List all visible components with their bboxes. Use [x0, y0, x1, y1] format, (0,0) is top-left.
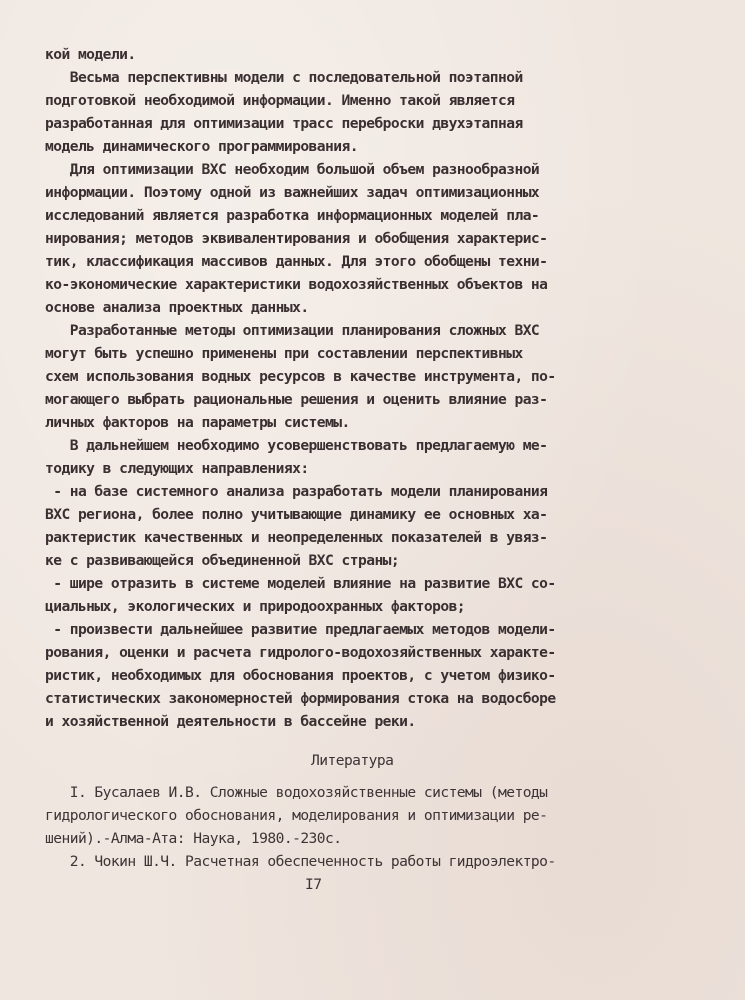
body-text-line: могут быть успешно применены при составлении перспективных: [45, 345, 523, 362]
references-heading: Литература: [311, 752, 394, 769]
body-text-line: тик, классификация массивов данных. Для этого обобщены техни-: [45, 253, 548, 270]
body-text-line: информации. Поэтому одной из важнейших задач оптимизационных: [45, 184, 540, 201]
body-text-line: рактеристик качественных и неопределенных показателей в увяз-: [45, 529, 548, 546]
reference-line: гидрологического обоснования, моделирования и оптимизации ре-: [45, 807, 548, 824]
body-text-line: Весьма перспективны модели с последовательной поэтапной: [45, 69, 523, 86]
body-text-line: кой модели.: [45, 46, 136, 63]
body-text-line: статистических закономерностей формирования стока на водосборе: [45, 690, 556, 707]
body-text-line: и хозяйственной деятельности в бассейне реки.: [45, 713, 416, 730]
reference-line: I. Бусалаев И.В. Сложные водохозяйственные системы (методы: [45, 784, 548, 801]
reference-line: 2. Чокин Ш.Ч. Расчетная обеспеченность работы гидроэлектро-: [45, 853, 556, 870]
body-text-line: схем использования водных ресурсов в качестве инструмента, по-: [45, 368, 556, 385]
body-text-line: исследований является разработка информационных моделей пла-: [45, 207, 540, 224]
body-text-line: тодику в следующих направлениях:: [45, 460, 309, 477]
body-text-line: - на базе системного анализа разработать модели планирования: [45, 483, 548, 500]
body-text-line: могающего выбрать рациональные решения и оценить влияние раз-: [45, 391, 548, 408]
body-text-line: подготовкой необходимой информации. Именно такой является: [45, 92, 515, 109]
body-text-line: нирования; методов эквивалентирования и обобщения характерис-: [45, 230, 548, 247]
body-text-line: Разработанные методы оптимизации планирования сложных ВХС: [45, 322, 540, 339]
body-text-line: ВХС региона, более полно учитывающие динамику ее основных ха-: [45, 506, 548, 523]
page-number: I7: [305, 876, 322, 893]
body-text-line: основе анализа проектных данных.: [45, 299, 309, 316]
reference-line: шений).-Алма-Ата: Наука, 1980.-230с.: [45, 830, 342, 847]
body-text-line: ристик, необходимых для обоснования проектов, с учетом физико-: [45, 667, 556, 684]
body-text-line: рования, оценки и расчета гидролого-водохозяйственных характе-: [45, 644, 556, 661]
body-text-line: ко-экономические характеристики водохозяйственных объектов на: [45, 276, 548, 293]
body-text-line: циальных, экологических и природоохранных факторов;: [45, 598, 466, 615]
body-text-line: Для оптимизации ВХС необходим большой объем разнообразной: [45, 161, 540, 178]
body-text-line: - шире отразить в системе моделей влияние на развитие ВХС со-: [45, 575, 556, 592]
body-text-line: - произвести дальнейшее развитие предлагаемых методов модели-: [45, 621, 556, 638]
body-text-line: личных факторов на параметры системы.: [45, 414, 350, 431]
body-text-line: В дальнейшем необходимо усовершенствовать предлагаемую ме-: [45, 437, 548, 454]
body-text-line: разработанная для оптимизации трасс переброски двухэтапная: [45, 115, 523, 132]
body-text-line: модель динамического программирования.: [45, 138, 358, 155]
body-text-line: ке с развивающейся объединенной ВХС страны;: [45, 552, 400, 569]
